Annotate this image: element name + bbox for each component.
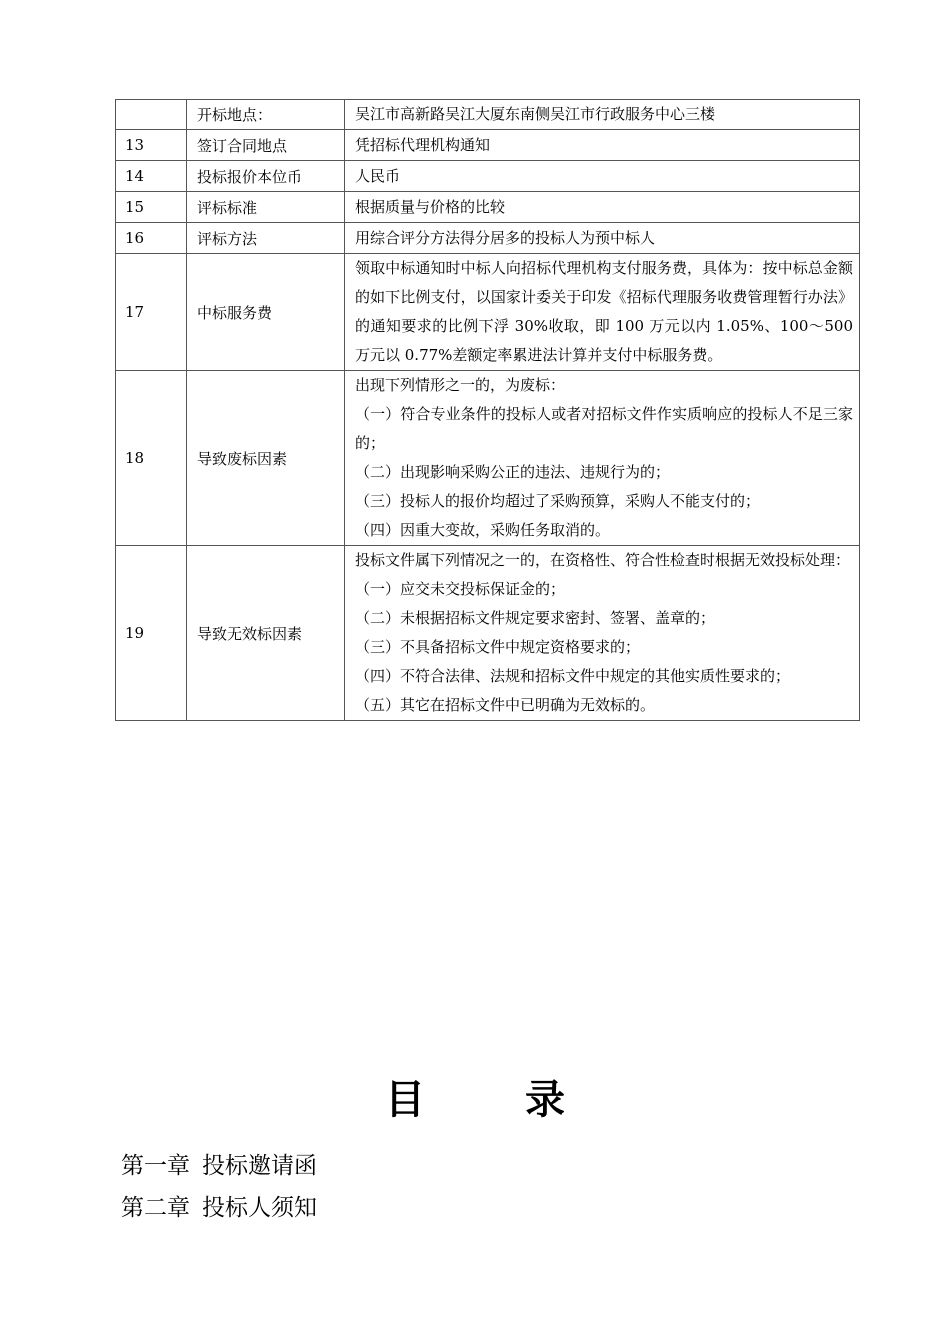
row-content [345, 130, 860, 161]
content-line: 凭招标代理机构通知 [355, 135, 491, 154]
row-item: 签订合同地点 [187, 130, 345, 161]
table-row [116, 161, 860, 192]
toc-chapter: 第一章 [121, 1153, 190, 1179]
content-line: （三）不具备招标文件中规定资格要求的； [355, 638, 641, 656]
row-content [345, 546, 860, 721]
row-content [345, 254, 860, 371]
table-row [116, 192, 860, 223]
toc-item[interactable] [121, 1147, 317, 1180]
row-content [345, 192, 860, 223]
toc-chapter-title: 投标人须知 [202, 1195, 317, 1221]
row-content [345, 100, 860, 130]
content-line: （四）因重大变故，采购任务取消的。 [355, 521, 611, 539]
toc-item[interactable] [121, 1189, 317, 1222]
content-paragraph: 领取中标通知时中标人向招标代理机构支付服务费，具体为：按中标总金额的如下比例支付，以国家计委关于印发《招标代理服务收费管理暂行办法》的通知要求的比例下浮 30%收取，即 100 万元以内 1.05%、100～500 万元以 0.77%差额定率累进法计算并支付中标服务费。 [355, 259, 853, 364]
row-item: 导致废标因素 [187, 371, 345, 546]
row-number: 19 [116, 546, 187, 721]
row-content [345, 161, 860, 192]
table-row [116, 546, 860, 721]
row-content [345, 223, 860, 254]
row-number: 13 [116, 130, 187, 161]
content-line: 出现下列情形之一的，为废标： [355, 376, 566, 394]
content-line: （一）符合专业条件的投标人或者对招标文件作实质响应的投标人不足三家的； [355, 405, 853, 452]
toc-title-char: 目 [385, 1077, 425, 1123]
row-number: 14 [116, 161, 187, 192]
table-row [116, 100, 860, 130]
row-item: 中标服务费 [187, 254, 345, 371]
row-number [116, 100, 187, 130]
table-row [116, 371, 860, 546]
content-line: （二）出现影响采购公正的违法、违规行为的； [355, 463, 671, 481]
toc-title-char: 录 [525, 1077, 565, 1123]
row-item: 开标地点： [187, 100, 345, 130]
content-line: （二）未根据招标文件规定要求密封、签署、盖章的； [355, 609, 716, 627]
row-number: 16 [116, 223, 187, 254]
toc-chapter-title: 投标邀请函 [202, 1153, 317, 1179]
table-row [116, 223, 860, 254]
toc-title [0, 1068, 950, 1125]
content-line: （五）其它在招标文件中已明确为无效标的。 [355, 696, 656, 714]
row-number: 17 [116, 254, 187, 371]
row-item: 投标报价本位币 [187, 161, 345, 192]
table-row [116, 130, 860, 161]
content-line: （三）投标人的报价均超过了采购预算，采购人不能支付的； [355, 492, 761, 510]
content-line: 投标文件属下列情况之一的，在资格性、符合性检查时根据无效投标处理： [355, 551, 851, 569]
toc-chapter: 第二章 [121, 1195, 190, 1221]
row-number: 15 [116, 192, 187, 223]
spec-table [115, 99, 860, 721]
content-line: （一）应交未交投标保证金的； [355, 580, 566, 598]
row-number: 18 [116, 371, 187, 546]
content-line: 用综合评分方法得分居多的投标人为预中标人 [355, 228, 656, 247]
content-line: 人民币 [355, 166, 401, 185]
row-content [345, 371, 860, 546]
content-line: （四）不符合法律、法规和招标文件中规定的其他实质性要求的； [355, 667, 791, 685]
content-line: 根据质量与价格的比较 [355, 197, 506, 216]
row-item: 导致无效标因素 [187, 546, 345, 721]
content-line: 吴江市高新路吴江大厦东南侧吴江市行政服务中心三楼 [355, 105, 716, 123]
table-row [116, 254, 860, 371]
row-item: 评标标准 [187, 192, 345, 223]
row-item: 评标方法 [187, 223, 345, 254]
